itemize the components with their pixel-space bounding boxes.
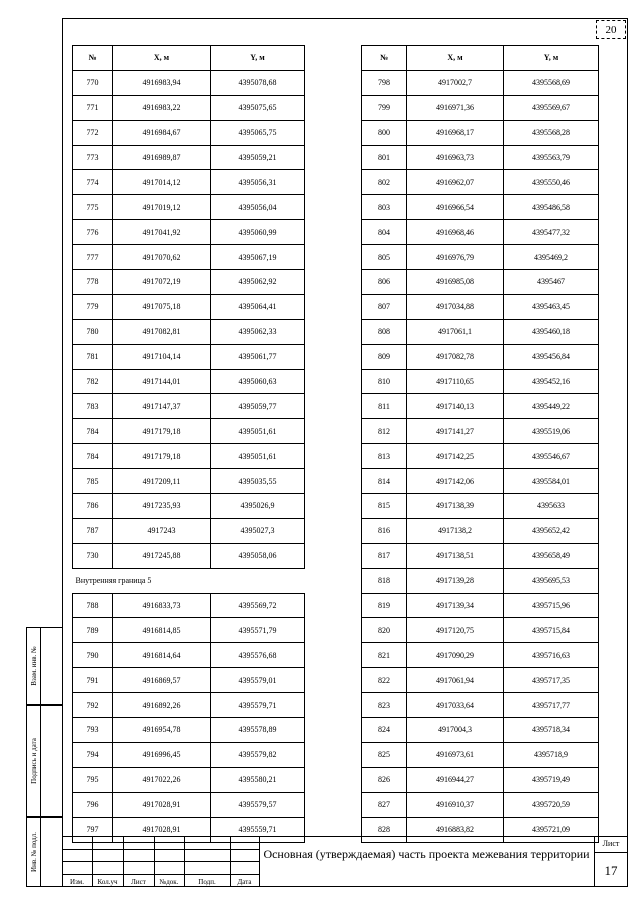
x-cell: 4917139,34 (407, 593, 504, 618)
table-row (362, 294, 599, 319)
x-cell: 4917061,1 (407, 319, 504, 344)
number-cell: 813 (362, 444, 407, 469)
number-cell: 770 (73, 70, 113, 95)
y-cell: 4395064,41 (211, 294, 305, 319)
x-cell: 4916983,94 (113, 70, 211, 95)
x-cell: 4917141,27 (407, 419, 504, 444)
header-x: X, м (113, 46, 211, 71)
y-cell: 4395579,57 (211, 792, 305, 817)
y-cell: 4395652,42 (504, 518, 599, 543)
table-row (73, 120, 305, 145)
y-cell: 4395568,69 (504, 70, 599, 95)
number-cell: 798 (362, 70, 407, 95)
x-cell: 4917142,25 (407, 444, 504, 469)
y-cell: 4395035,55 (211, 469, 305, 494)
x-cell: 4917179,18 (113, 419, 211, 444)
inner-boundary-label: Внутренняя граница 5 (73, 568, 305, 593)
y-cell: 4395062,92 (211, 270, 305, 295)
table-row (362, 742, 599, 767)
table-row (73, 618, 305, 643)
x-cell: 4917140,13 (407, 394, 504, 419)
document-title: Основная (утверждаемая) часть проекта межевания территории (263, 847, 590, 861)
y-cell: 4395579,71 (211, 693, 305, 718)
number-cell: 781 (73, 344, 113, 369)
header-number: № (362, 46, 407, 71)
number-cell: 793 (73, 718, 113, 743)
table-row (73, 170, 305, 195)
table-row (362, 394, 599, 419)
x-cell: 4917139,28 (407, 568, 504, 593)
caption-podp: Подп. (198, 878, 216, 886)
number-cell: 773 (73, 145, 113, 170)
y-cell: 4395569,67 (504, 95, 599, 120)
y-cell: 4395058,06 (211, 543, 305, 568)
number-cell: 821 (362, 643, 407, 668)
number-cell: 789 (73, 618, 113, 643)
number-cell: 799 (362, 95, 407, 120)
number-cell: 809 (362, 344, 407, 369)
x-cell: 4917142,06 (407, 469, 504, 494)
table-row (73, 70, 305, 95)
number-cell: 774 (73, 170, 113, 195)
strip-inv-podl (26, 817, 62, 887)
number-cell: 772 (73, 120, 113, 145)
x-cell: 4916954,78 (113, 718, 211, 743)
y-cell: 4395026,9 (211, 494, 305, 519)
y-cell: 4395060,99 (211, 220, 305, 245)
number-cell: 823 (362, 693, 407, 718)
x-cell: 4917041,92 (113, 220, 211, 245)
sheet-label: Лист (602, 839, 620, 848)
table-row (73, 718, 305, 743)
x-cell: 4916973,61 (407, 742, 504, 767)
x-cell: 4916984,67 (113, 120, 211, 145)
y-cell: 4395715,84 (504, 618, 599, 643)
number-cell: 777 (73, 245, 113, 270)
table-row (362, 767, 599, 792)
x-cell: 4917209,11 (113, 469, 211, 494)
header-y: Y, м (211, 46, 305, 71)
x-cell: 4916869,57 (113, 668, 211, 693)
x-cell: 4917138,39 (407, 494, 504, 519)
table-row (73, 319, 305, 344)
table-row (362, 792, 599, 817)
table-row (362, 469, 599, 494)
table-row (73, 270, 305, 295)
table-row (362, 369, 599, 394)
table-row (73, 444, 305, 469)
y-cell: 4395718,34 (504, 718, 599, 743)
y-cell: 4395716,63 (504, 643, 599, 668)
table-row (362, 419, 599, 444)
x-cell: 4917002,7 (407, 70, 504, 95)
x-cell: 4917004,3 (407, 718, 504, 743)
table-row (362, 319, 599, 344)
y-cell: 4395051,61 (211, 444, 305, 469)
table-row (362, 70, 599, 95)
strip-label: Взам. инв. № (29, 646, 38, 686)
number-cell: 807 (362, 294, 407, 319)
y-cell: 4395067,19 (211, 245, 305, 270)
y-cell: 4395579,01 (211, 668, 305, 693)
number-cell: 775 (73, 195, 113, 220)
number-cell: 801 (362, 145, 407, 170)
table-row (362, 120, 599, 145)
table-row (73, 469, 305, 494)
number-cell: 826 (362, 767, 407, 792)
y-cell: 4395546,67 (504, 444, 599, 469)
y-cell: 4395060,63 (211, 369, 305, 394)
y-cell: 4395579,82 (211, 742, 305, 767)
x-cell: 4916833,73 (113, 593, 211, 618)
number-cell: 812 (362, 419, 407, 444)
caption-izm: Изм. (70, 878, 84, 886)
number-cell: 804 (362, 220, 407, 245)
y-cell: 4395486,58 (504, 195, 599, 220)
x-cell: 4917028,91 (113, 817, 211, 842)
table-row (73, 543, 305, 568)
y-cell: 4395571,79 (211, 618, 305, 643)
x-cell: 4917235,93 (113, 494, 211, 519)
table-row (362, 643, 599, 668)
number-cell: 785 (73, 469, 113, 494)
y-cell: 4395456,84 (504, 344, 599, 369)
table-row (362, 693, 599, 718)
x-cell: 4916971,36 (407, 95, 504, 120)
x-cell: 4917090,29 (407, 643, 504, 668)
table-row (362, 718, 599, 743)
table-row (73, 220, 305, 245)
x-cell: 4917075,18 (113, 294, 211, 319)
y-cell: 4395633 (504, 494, 599, 519)
x-cell: 4917061,94 (407, 668, 504, 693)
x-cell: 4917072,19 (113, 270, 211, 295)
x-cell: 4917138,2 (407, 518, 504, 543)
table-row (73, 95, 305, 120)
y-cell: 4395463,45 (504, 294, 599, 319)
number-cell: 782 (73, 369, 113, 394)
x-cell: 4917082,78 (407, 344, 504, 369)
number-cell: 802 (362, 170, 407, 195)
number-cell: 790 (73, 643, 113, 668)
y-cell: 4395059,21 (211, 145, 305, 170)
table-row (362, 618, 599, 643)
number-cell: 792 (73, 693, 113, 718)
number-cell: 822 (362, 668, 407, 693)
x-cell: 4916883,82 (407, 817, 504, 842)
y-cell: 4395568,28 (504, 120, 599, 145)
x-cell: 4916968,46 (407, 220, 504, 245)
x-cell: 4917019,12 (113, 195, 211, 220)
x-cell: 4916963,73 (407, 145, 504, 170)
x-cell: 4916996,45 (113, 742, 211, 767)
number-cell: 778 (73, 270, 113, 295)
y-cell: 4395056,31 (211, 170, 305, 195)
x-cell: 4917033,64 (407, 693, 504, 718)
table-row (73, 344, 305, 369)
table-row (73, 195, 305, 220)
y-cell: 4395717,35 (504, 668, 599, 693)
table-row (73, 767, 305, 792)
table-row (362, 220, 599, 245)
table-row (73, 145, 305, 170)
table-row (362, 543, 599, 568)
header-x: X, м (407, 46, 504, 71)
coordinates-table-right (361, 45, 599, 843)
y-cell: 4395519,06 (504, 419, 599, 444)
number-cell: 818 (362, 568, 407, 593)
table-row (73, 369, 305, 394)
y-cell: 4395576,68 (211, 643, 305, 668)
y-cell: 4395061,77 (211, 344, 305, 369)
y-cell: 4395720,59 (504, 792, 599, 817)
number-cell: 776 (73, 220, 113, 245)
table-row (362, 95, 599, 120)
number-cell: 828 (362, 817, 407, 842)
table-row (362, 145, 599, 170)
x-cell: 4916814,64 (113, 643, 211, 668)
coordinates-table-left (72, 45, 305, 843)
table-row (362, 270, 599, 295)
table-row (73, 643, 305, 668)
table-row (73, 245, 305, 270)
table-row (362, 444, 599, 469)
y-cell: 4395065,75 (211, 120, 305, 145)
table-row (73, 742, 305, 767)
number-cell: 816 (362, 518, 407, 543)
header-y: Y, м (504, 46, 599, 71)
y-cell: 4395559,71 (211, 817, 305, 842)
y-cell: 4395469,2 (504, 245, 599, 270)
y-cell: 4395027,3 (211, 518, 305, 543)
table-row (73, 518, 305, 543)
y-cell: 4395449,22 (504, 394, 599, 419)
y-cell: 4395467 (504, 270, 599, 295)
y-cell: 4395719,49 (504, 767, 599, 792)
x-cell: 4916989,87 (113, 145, 211, 170)
table-row (73, 494, 305, 519)
x-cell: 4917104,14 (113, 344, 211, 369)
number-cell: 784 (73, 444, 113, 469)
number-cell: 800 (362, 120, 407, 145)
table-row (362, 494, 599, 519)
strip-label: Подпись и дата (29, 738, 38, 784)
table-row (362, 344, 599, 369)
y-cell: 4395051,61 (211, 419, 305, 444)
x-cell: 4917082,81 (113, 319, 211, 344)
number-cell: 791 (73, 668, 113, 693)
strip-sign-date (26, 705, 62, 817)
x-cell: 4917245,88 (113, 543, 211, 568)
x-cell: 4917179,18 (113, 444, 211, 469)
number-cell: 787 (73, 518, 113, 543)
y-cell: 4395460,18 (504, 319, 599, 344)
strip-label: Инв. № подл. (29, 832, 38, 872)
x-cell: 4916966,54 (407, 195, 504, 220)
y-cell: 4395580,21 (211, 767, 305, 792)
x-cell: 4917110,65 (407, 369, 504, 394)
y-cell: 4395584,01 (504, 469, 599, 494)
number-cell: 771 (73, 95, 113, 120)
y-cell: 4395452,16 (504, 369, 599, 394)
number-cell: 806 (362, 270, 407, 295)
number-cell: 811 (362, 394, 407, 419)
y-cell: 4395056,04 (211, 195, 305, 220)
y-cell: 4395578,89 (211, 718, 305, 743)
x-cell: 4916983,22 (113, 95, 211, 120)
y-cell: 4395075,65 (211, 95, 305, 120)
caption-list: Лист (131, 878, 146, 886)
header-number: № (73, 46, 113, 71)
number-cell: 805 (362, 245, 407, 270)
number-cell: 779 (73, 294, 113, 319)
y-cell: 4395695,53 (504, 568, 599, 593)
table-header-row (73, 46, 305, 71)
table-row (362, 170, 599, 195)
page-number: 20 (596, 20, 626, 39)
table-row (73, 419, 305, 444)
number-cell: 803 (362, 195, 407, 220)
x-cell: 4917014,12 (113, 170, 211, 195)
y-cell: 4395715,96 (504, 593, 599, 618)
number-cell: 783 (73, 394, 113, 419)
table-row (73, 668, 305, 693)
x-cell: 4916985,08 (407, 270, 504, 295)
section-row (73, 568, 305, 593)
y-cell: 4395563,79 (504, 145, 599, 170)
number-cell: 780 (73, 319, 113, 344)
number-cell: 824 (362, 718, 407, 743)
number-cell: 796 (73, 792, 113, 817)
x-cell: 4917070,62 (113, 245, 211, 270)
number-cell: 795 (73, 767, 113, 792)
y-cell: 4395721,09 (504, 817, 599, 842)
number-cell: 819 (362, 593, 407, 618)
title-block (62, 836, 628, 887)
caption-koluch: Кол.уч (97, 878, 118, 886)
number-cell: 784 (73, 419, 113, 444)
table-row (73, 394, 305, 419)
x-cell: 4917028,91 (113, 792, 211, 817)
table-row (73, 792, 305, 817)
x-cell: 4916892,26 (113, 693, 211, 718)
table-row (362, 195, 599, 220)
y-cell: 4395718,9 (504, 742, 599, 767)
caption-data: Дата (237, 878, 252, 886)
x-cell: 4916814,85 (113, 618, 211, 643)
number-cell: 808 (362, 319, 407, 344)
x-cell: 4917147,37 (113, 394, 211, 419)
number-cell: 788 (73, 593, 113, 618)
y-cell: 4395059,77 (211, 394, 305, 419)
number-cell: 810 (362, 369, 407, 394)
number-cell: 820 (362, 618, 407, 643)
y-cell: 4395658,49 (504, 543, 599, 568)
x-cell: 4916962,07 (407, 170, 504, 195)
x-cell: 4917144,01 (113, 369, 211, 394)
table-header-row (362, 46, 599, 71)
number-cell: 815 (362, 494, 407, 519)
number-cell: 730 (73, 543, 113, 568)
number-cell: 786 (73, 494, 113, 519)
table-row (362, 245, 599, 270)
y-cell: 4395078,68 (211, 70, 305, 95)
y-cell: 4395717,77 (504, 693, 599, 718)
x-cell: 4916976,79 (407, 245, 504, 270)
y-cell: 4395569,72 (211, 593, 305, 618)
number-cell: 814 (362, 469, 407, 494)
table-row (73, 593, 305, 618)
number-cell: 817 (362, 543, 407, 568)
number-cell: 797 (73, 817, 113, 842)
strip-inv-zam (26, 627, 62, 705)
y-cell: 4395477,32 (504, 220, 599, 245)
x-cell: 4917022,26 (113, 767, 211, 792)
x-cell: 4916910,37 (407, 792, 504, 817)
caption-ndok: №док. (159, 878, 179, 886)
x-cell: 4917243 (113, 518, 211, 543)
number-cell: 827 (362, 792, 407, 817)
x-cell: 4916968,17 (407, 120, 504, 145)
sheet-number: 17 (604, 863, 618, 878)
table-row (73, 693, 305, 718)
table-row (362, 518, 599, 543)
x-cell: 4917120,75 (407, 618, 504, 643)
y-cell: 4395550,46 (504, 170, 599, 195)
table-row (362, 668, 599, 693)
number-cell: 825 (362, 742, 407, 767)
table-row (362, 593, 599, 618)
number-cell: 794 (73, 742, 113, 767)
x-cell: 4917034,88 (407, 294, 504, 319)
x-cell: 4917138,51 (407, 543, 504, 568)
table-row (362, 568, 599, 593)
x-cell: 4916944,27 (407, 767, 504, 792)
table-row (73, 294, 305, 319)
y-cell: 4395062,33 (211, 319, 305, 344)
